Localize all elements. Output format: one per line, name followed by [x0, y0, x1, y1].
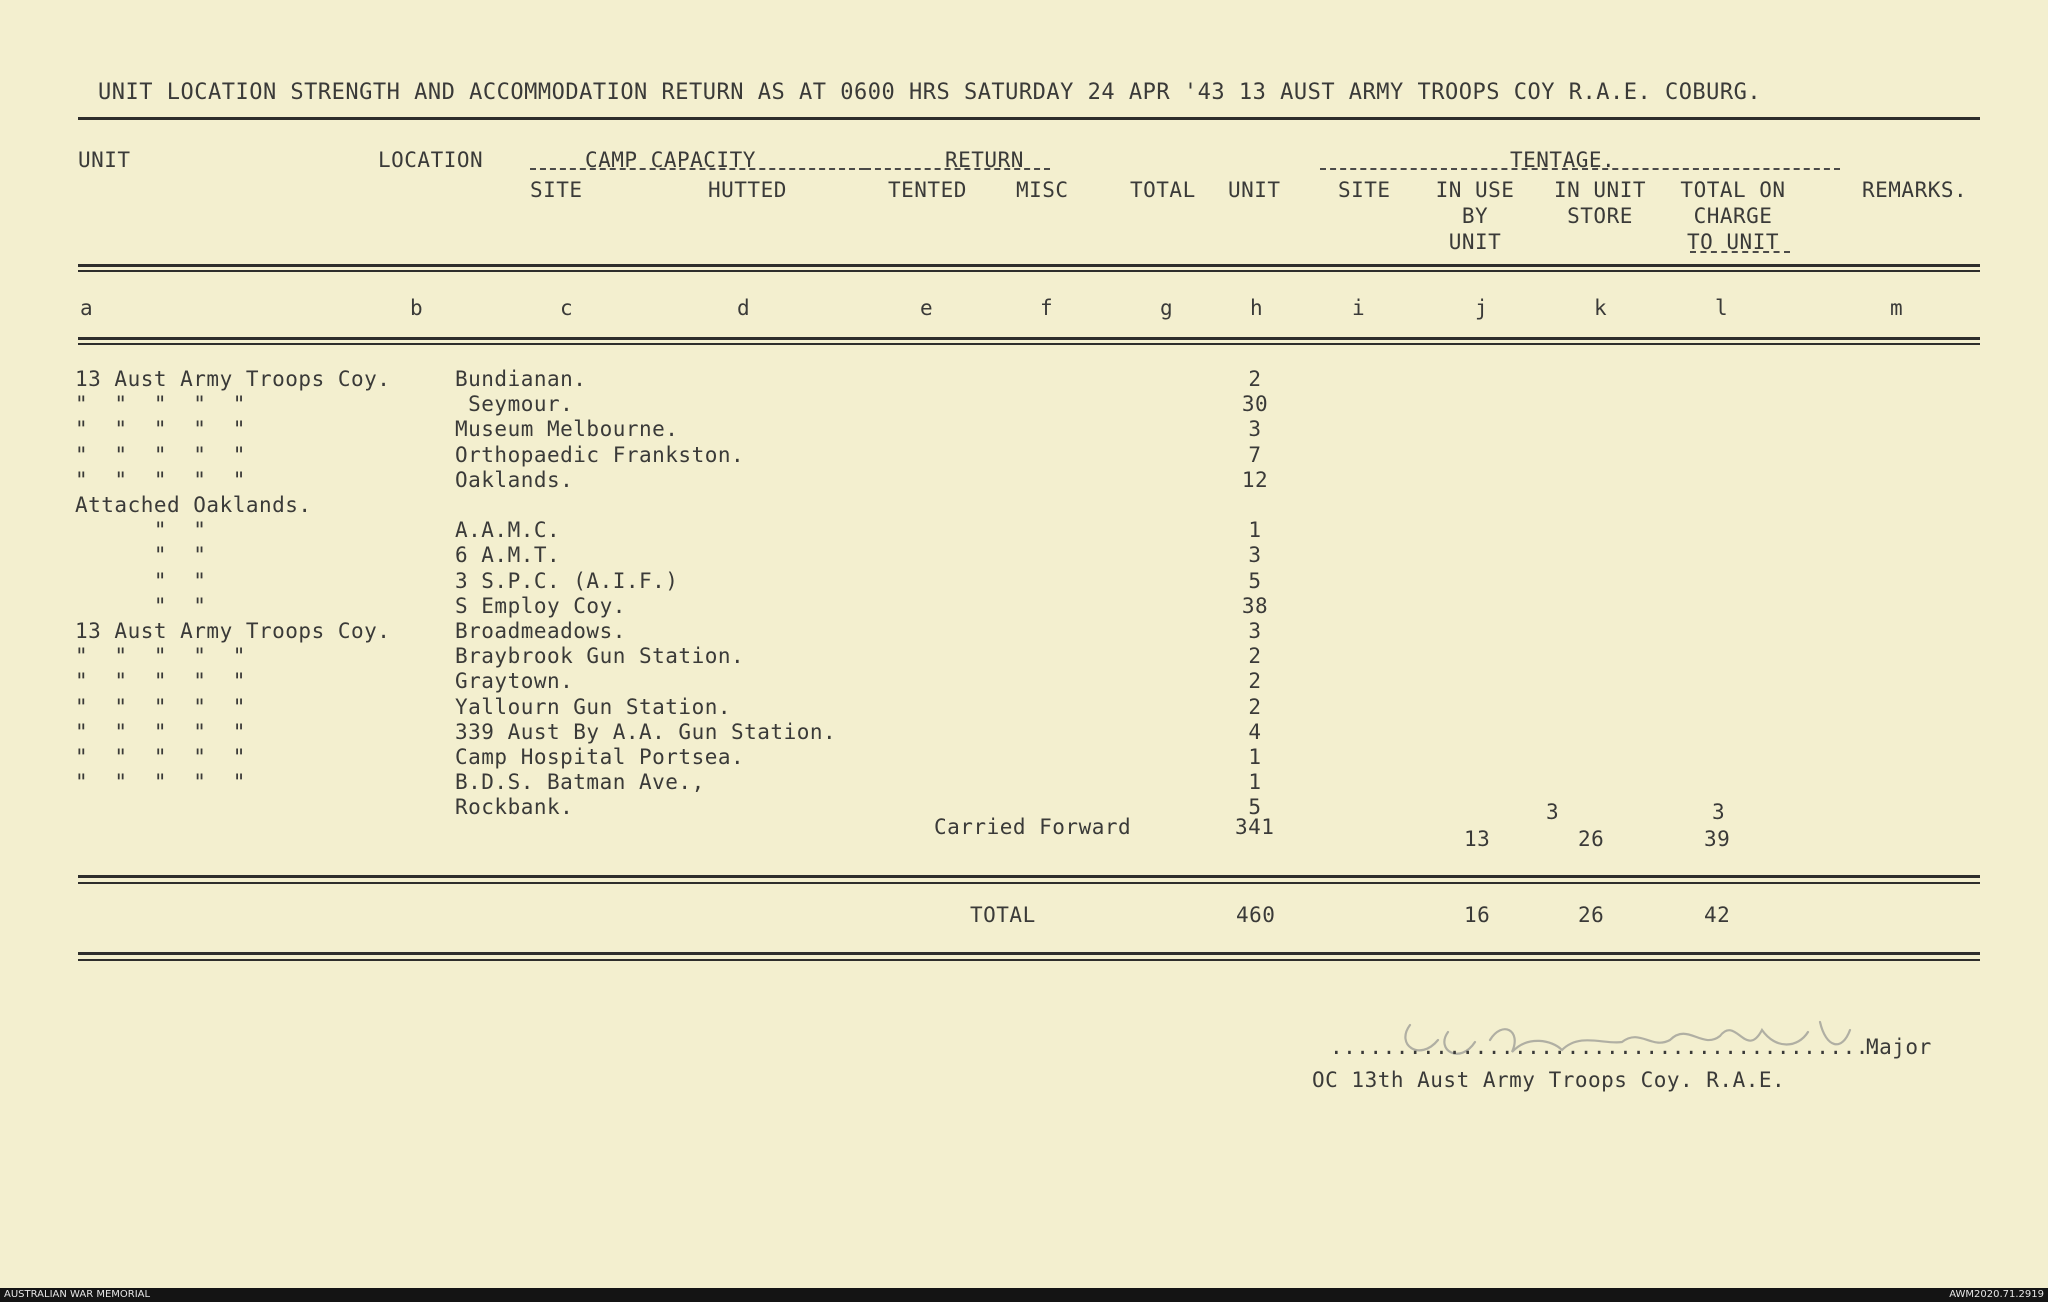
- row-unit-strength: 2: [1248, 367, 1262, 391]
- row-unit: " " " " ": [75, 443, 246, 467]
- row-unit-strength: 1: [1248, 745, 1262, 769]
- row-unit-strength: 5: [1248, 795, 1262, 819]
- row-location: Broadmeadows.: [455, 619, 626, 643]
- row-location: Camp Hospital Portsea.: [455, 745, 745, 769]
- row-unit: 13 Aust Army Troops Coy.: [75, 619, 391, 643]
- col-hutted: HUTTED: [708, 178, 787, 202]
- col-total-on-l1: TOTAL ON: [1680, 178, 1786, 202]
- col-in-use-l3: UNIT: [1448, 230, 1502, 254]
- col-total-on-l3: TO UNIT: [1686, 230, 1779, 254]
- column-letter: m: [1890, 296, 1904, 320]
- column-letter: h: [1250, 296, 1264, 320]
- col-total: TOTAL: [1130, 178, 1196, 202]
- rule-header-b: [78, 270, 1980, 272]
- col-tented: TENTED: [888, 178, 967, 202]
- col-unit-strength: UNIT: [1228, 178, 1281, 202]
- row-unit: " " " " ": [75, 770, 246, 794]
- row-unit: 13 Aust Army Troops Coy.: [75, 367, 391, 391]
- underline-tentage: [1320, 168, 1840, 170]
- row-unit-strength: 5: [1248, 569, 1262, 593]
- column-letter: i: [1352, 296, 1366, 320]
- col-in-store-l1: IN UNIT: [1553, 178, 1646, 202]
- rule-bottom-b: [78, 959, 1980, 961]
- col-in-store-l2: STORE: [1567, 204, 1633, 228]
- document-title: UNIT LOCATION STRENGTH AND ACCOMMODATION RETURN AS AT 0600 HRS SATURDAY 24 APR '43 13 AUST ARMY TROOPS COY R.A.E. COBURG.: [98, 80, 1762, 105]
- row-unit-strength: 1: [1248, 770, 1262, 794]
- column-letter: f: [1040, 296, 1054, 320]
- row-unit-strength: 2: [1248, 669, 1262, 693]
- row-location: 339 Aust By A.A. Gun Station.: [455, 720, 837, 744]
- row-unit: " " " " ": [75, 644, 246, 668]
- col-camp-capacity: CAMP CAPACITY: [585, 148, 756, 172]
- row-location: 6 A.M.T.: [455, 543, 561, 567]
- col-total-on-l2: CHARGE: [1693, 204, 1773, 228]
- row-location: Bundianan.: [455, 367, 587, 391]
- underline-return: [865, 168, 1050, 170]
- total-on-charge: 42: [1704, 903, 1731, 927]
- rule-letters-a: [78, 337, 1980, 340]
- col-unit: UNIT: [78, 148, 131, 172]
- row-location: Museum Melbourne.: [455, 417, 679, 441]
- signature-dots: ..........................................: [1330, 1035, 1883, 1059]
- row-unit: " " " " ": [75, 392, 246, 416]
- row-location: 3 S.P.C. (A.I.F.): [455, 569, 679, 593]
- col-remarks: REMARKS.: [1862, 178, 1968, 202]
- row-location: Graytown.: [455, 669, 574, 693]
- row-unit-strength: 1: [1248, 518, 1262, 542]
- row-unit: " " " " ": [75, 468, 246, 492]
- carried-forward-total-on: 39: [1704, 827, 1731, 851]
- row-unit: " ": [75, 569, 207, 593]
- row-unit-strength: 7: [1248, 443, 1262, 467]
- row-unit-strength: 3: [1248, 543, 1262, 567]
- col-in-use-l2: BY: [1461, 204, 1489, 228]
- row-unit: " " " " ": [75, 720, 246, 744]
- row-unit: " " " " ": [75, 695, 246, 719]
- column-letter: a: [80, 296, 94, 320]
- row-unit-strength: 38: [1241, 594, 1269, 618]
- row-unit-strength: 3: [1248, 619, 1262, 643]
- col-site-tentage: SITE: [1338, 178, 1391, 202]
- rockbank-in-use: 3: [1546, 800, 1560, 824]
- total-in-use: 16: [1464, 903, 1491, 927]
- column-letter: k: [1594, 296, 1608, 320]
- row-unit-strength: 4: [1248, 720, 1262, 744]
- total-in-store: 26: [1578, 903, 1605, 927]
- row-unit-strength: 30: [1241, 392, 1269, 416]
- row-location: Orthopaedic Frankston.: [455, 443, 745, 467]
- carried-forward-label: Carried Forward: [934, 815, 1132, 839]
- row-location: Seymour.: [455, 392, 574, 416]
- rule-header-a: [78, 264, 1980, 267]
- row-unit-strength: 3: [1248, 417, 1262, 441]
- signature-rank: Major: [1866, 1035, 1932, 1059]
- carried-forward-in-use: 13: [1464, 827, 1491, 851]
- underline-camp-capacity: [530, 168, 865, 170]
- row-unit: " ": [75, 518, 207, 542]
- row-unit-strength: 2: [1248, 644, 1262, 668]
- signature-title: OC 13th Aust Army Troops Coy. R.A.E.: [1312, 1068, 1786, 1092]
- column-letter: b: [410, 296, 424, 320]
- column-letter: d: [737, 296, 751, 320]
- column-letter: l: [1715, 296, 1729, 320]
- col-tentage: TENTAGE.: [1510, 148, 1616, 172]
- footer-institution: AUSTRALIAN WAR MEMORIAL: [4, 1289, 151, 1300]
- rule-top: [78, 117, 1980, 120]
- row-unit: " " " " ": [75, 417, 246, 441]
- row-unit: Attached Oaklands.: [75, 493, 312, 517]
- col-location: LOCATION: [378, 148, 484, 172]
- col-in-use-l1: IN USE: [1435, 178, 1515, 202]
- row-unit: " " " " ": [75, 669, 246, 693]
- row-unit: " ": [75, 594, 207, 618]
- col-site: SITE: [530, 178, 583, 202]
- rule-pre-total-b: [78, 882, 1980, 884]
- carried-forward-in-store: 26: [1578, 827, 1605, 851]
- rule-bottom-a: [78, 952, 1980, 955]
- row-unit: " ": [75, 543, 207, 567]
- underline-total-on: [1690, 251, 1790, 253]
- row-unit-strength: 12: [1241, 468, 1269, 492]
- carried-forward-unit: 341: [1235, 815, 1275, 839]
- col-return: RETURN: [945, 148, 1024, 172]
- row-unit: " " " " ": [75, 745, 246, 769]
- rule-pre-total-a: [78, 875, 1980, 878]
- row-unit-strength: 2: [1248, 695, 1262, 719]
- column-letter: e: [920, 296, 934, 320]
- archive-footer: [0, 1288, 2048, 1302]
- row-location: Yallourn Gun Station.: [455, 695, 732, 719]
- col-misc: MISC: [1016, 178, 1069, 202]
- row-location: B.D.S. Batman Ave.,: [455, 770, 705, 794]
- column-letter: j: [1475, 296, 1489, 320]
- row-location: Oaklands.: [455, 468, 574, 492]
- rockbank-total-on: 3: [1712, 800, 1726, 824]
- total-label: TOTAL: [970, 903, 1036, 927]
- footer-accession-number: AWM2020.71.2919: [1949, 1289, 2044, 1300]
- column-letter: c: [560, 296, 574, 320]
- column-letter: g: [1160, 296, 1174, 320]
- row-location: A.A.M.C.: [455, 518, 561, 542]
- total-unit: 460: [1236, 903, 1276, 927]
- rule-letters-b: [78, 343, 1980, 345]
- row-location: Rockbank.: [455, 795, 574, 819]
- row-location: Braybrook Gun Station.: [455, 644, 745, 668]
- row-location: S Employ Coy.: [455, 594, 626, 618]
